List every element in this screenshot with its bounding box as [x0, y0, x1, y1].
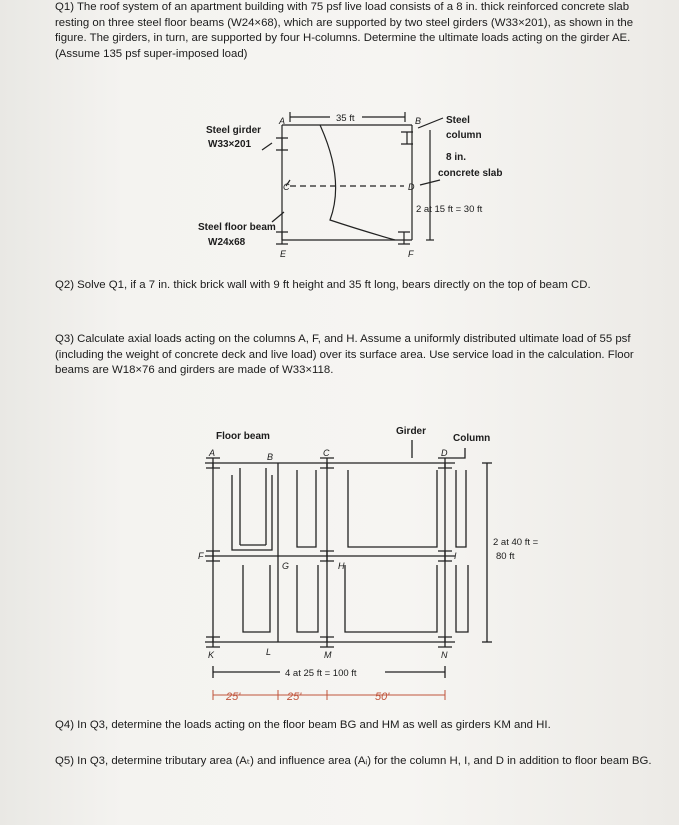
- hand-dim-1: 25': [226, 691, 241, 703]
- question-3: Q3) Calculate axial loads acting on the columns A, F, and H. Assume a uniformly distributed ultimate load of 55 psf (including the weight of concrete deck and live load) over its surface area. Use service load in the calculation. Floor beams are W18×76 and girders are made of W33×118.: [55, 333, 634, 376]
- hand-dim-2: 25': [287, 691, 302, 703]
- hand-dim-3: 50': [375, 691, 390, 703]
- fig1-beam-size: W24x68: [208, 237, 246, 248]
- fig2-floor-beam-label: Floor beam: [216, 431, 270, 442]
- fig2-point-n: N: [441, 650, 448, 660]
- fig2-girder-label: Girder: [396, 426, 427, 437]
- fig2-point-k: K: [208, 650, 215, 660]
- fig1-steel-girder-label: Steel girder: [206, 125, 262, 136]
- question-2: Q2) Solve Q1, if a 7 in. thick brick wall with 9 ft height and 35 ft long, bears directly on the top of beam CD.: [55, 279, 591, 291]
- fig1-slab-thickness: 8 in.: [446, 152, 467, 163]
- fig2-point-d: D: [441, 448, 448, 458]
- question-1: Q1) The roof system of an apartment building with 75 psf live load consists of a 8 in. thick reinforced concrete slab resting on three steel floor beams (W24×68), which are supported by two steel girders (W33×201), as shown in the figure. The girders, in turn, are supported by four H-columns. Determine the ultimate loads acting on the girder AE. (Assume 135 psf super-imposed load): [55, 1, 634, 60]
- fig2-point-l: L: [266, 647, 272, 657]
- fig1-point-b: B: [415, 116, 422, 126]
- question-4: Q4) In Q3, determine the loads acting on the floor beam BG and HM as well as girders KM and HI.: [55, 719, 551, 731]
- fig1-point-c: C: [283, 182, 290, 192]
- fig1-column-label: column: [446, 130, 482, 141]
- fig2-point-f: F: [198, 551, 204, 561]
- fig2-point-m: M: [324, 650, 332, 660]
- fig1-slab-label: concrete slab: [438, 168, 503, 179]
- fig1-point-f: F: [408, 249, 414, 259]
- fig2-right-dim-2: 80 ft: [496, 551, 515, 562]
- fig1-point-e: E: [280, 249, 287, 259]
- fig2-point-b: B: [267, 452, 274, 462]
- fig2-point-g: G: [282, 561, 290, 571]
- fig1-span-label: 35 ft: [336, 113, 355, 124]
- fig2-column-label: Column: [453, 433, 491, 444]
- fig1-point-a: A: [279, 116, 286, 126]
- fig1-spacing-label: 2 at 15 ft = 30 ft: [416, 204, 483, 215]
- fig1-girder-size: W33×201: [208, 139, 252, 150]
- fig2-point-c: C: [323, 448, 330, 458]
- fig2-right-dim-1: 2 at 40 ft =: [493, 537, 539, 548]
- fig2-bottom-dim: 4 at 25 ft = 100 ft: [285, 668, 357, 679]
- fig1-steel-label: Steel: [446, 115, 470, 126]
- fig1-point-d: D: [408, 182, 415, 192]
- fig2-point-i: I: [454, 551, 457, 561]
- question-5: Q5) In Q3, determine tributary area (Aₜ) and influence area (Aᵢ) for the column H, I, and D in addition to floor beam BG.: [55, 755, 652, 767]
- fig2-point-h: H: [338, 561, 345, 571]
- fig2-point-a: A: [209, 448, 216, 458]
- fig1-floor-beam-label: Steel floor beam: [198, 222, 276, 233]
